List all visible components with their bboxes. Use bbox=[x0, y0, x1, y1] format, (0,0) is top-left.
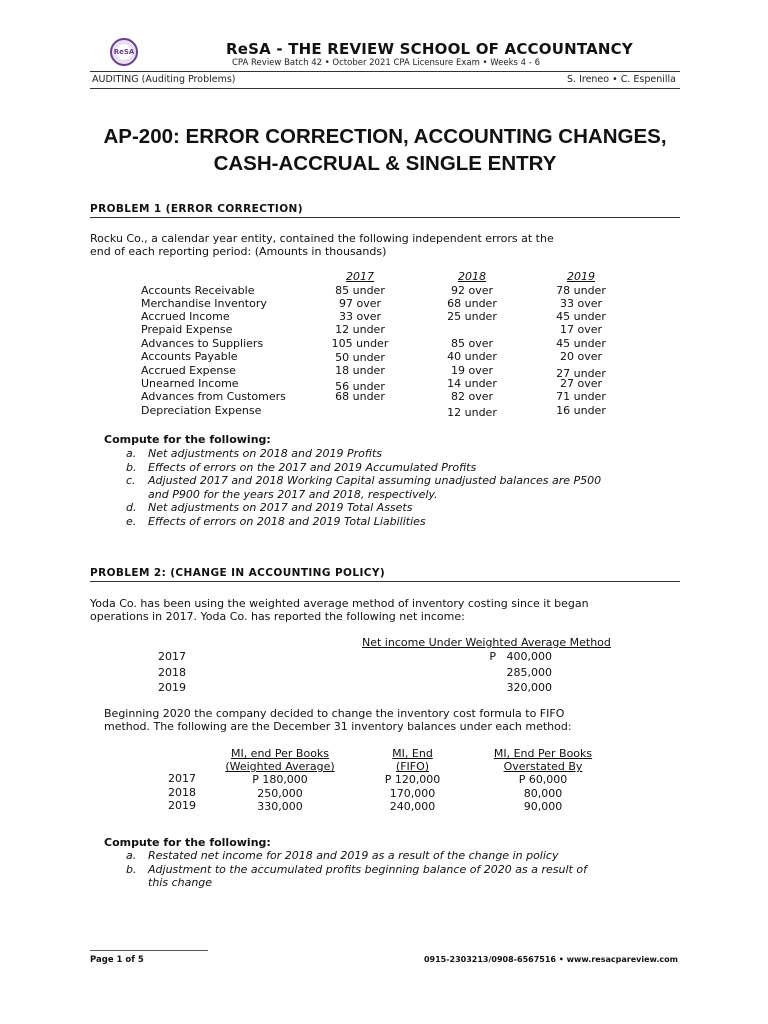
problem2-change-2: method. The following are the December 31 inventory balances under each method: bbox=[104, 720, 572, 733]
list-item bbox=[126, 862, 587, 877]
table-cell: 71 under bbox=[556, 390, 606, 403]
list-marker: d. bbox=[126, 501, 137, 514]
title-line-2: CASH-ACCRUAL & SINGLE ENTRY bbox=[213, 152, 557, 175]
table-cell: 16 under bbox=[556, 404, 606, 417]
year-header: 2017 bbox=[346, 270, 374, 283]
col3-header-1: MI, End Per Books bbox=[493, 747, 593, 760]
problem2-intro-1: Yoda Co. has been using the weighted average method of inventory costing since it began bbox=[90, 597, 589, 610]
inv-over: 90,000 bbox=[523, 800, 563, 813]
inv-year: 2017 bbox=[168, 772, 196, 785]
footer-rule bbox=[90, 950, 208, 951]
inv-wa: 250,000 bbox=[257, 787, 303, 800]
row-label: Depreciation Expense bbox=[141, 404, 262, 417]
table-cell: 85 under bbox=[335, 284, 385, 297]
ni-year: 2017 bbox=[158, 650, 186, 663]
list-item bbox=[126, 474, 602, 488]
problem2-intro-2: operations in 2017. Yoda Co. has reported the following net income: bbox=[90, 610, 465, 623]
header-rule-bottom bbox=[90, 88, 680, 89]
row-label: Accrued Income bbox=[141, 310, 230, 323]
row-label: Advances to Suppliers bbox=[141, 337, 264, 350]
list-marker: e. bbox=[126, 514, 137, 528]
batch-line: CPA Review Batch 42 • October 2021 CPA Licensure Exam • Weeks 4 - 6 bbox=[232, 58, 540, 68]
problem2-change-1: Beginning 2020 the company decided to change the inventory cost formula to FIFO bbox=[104, 707, 565, 720]
course-name: AUDITING (Auditing Problems) bbox=[92, 74, 236, 85]
table-cell: 45 under bbox=[556, 310, 606, 323]
footer-contact: 0915-2303213/0908-6567516 • www.resacpareview.com bbox=[423, 955, 678, 964]
inv-wa: 330,000 bbox=[257, 800, 303, 813]
list-marker: b. bbox=[126, 862, 137, 876]
col3-header-2: Overstated By bbox=[503, 760, 583, 773]
table-cell: 92 over bbox=[450, 284, 494, 297]
col1-header-1: MI, end Per Books bbox=[230, 747, 330, 760]
list-marker: a. bbox=[126, 447, 137, 460]
table-cell: 56 under bbox=[335, 380, 385, 393]
table-cell: 27 under bbox=[556, 367, 606, 380]
col2-header-2: (FIFO) bbox=[395, 760, 430, 773]
list-item bbox=[148, 488, 438, 502]
table-cell: 33 over bbox=[338, 310, 382, 323]
list-text: Effects of errors on 2018 and 2019 Total Liabilities bbox=[148, 514, 426, 528]
page-number: Page 1 of 5 bbox=[90, 955, 144, 965]
ni-value: 285,000 bbox=[506, 666, 552, 679]
table-cell: 50 under bbox=[335, 351, 385, 364]
list-marker: c. bbox=[126, 474, 136, 487]
inv-year: 2019 bbox=[168, 799, 196, 812]
col2-header-1: MI, End bbox=[392, 747, 433, 760]
table-cell: 85 over bbox=[450, 337, 494, 350]
inv-year: 2018 bbox=[168, 786, 196, 799]
problem1-compute-label: Compute for the following: bbox=[104, 433, 271, 446]
problem1-intro-1: Rocku Co., a calendar year entity, contained the following independent errors at the bbox=[90, 232, 554, 245]
page-title bbox=[90, 123, 680, 177]
ni-value: 320,000 bbox=[506, 681, 552, 694]
row-label: Advances from Customers bbox=[141, 390, 286, 403]
table-cell: 18 under bbox=[335, 364, 385, 377]
row-label: Accrued Expense bbox=[141, 364, 236, 377]
table-cell: 25 under bbox=[447, 310, 497, 323]
inv-over: 80,000 bbox=[523, 787, 563, 800]
problem2-rule bbox=[90, 581, 680, 582]
inv-over: P 60,000 bbox=[518, 773, 568, 786]
logo-text: ReSA bbox=[113, 48, 135, 56]
table-cell: 19 over bbox=[450, 364, 494, 377]
list-text: this change bbox=[148, 876, 213, 889]
table-cell: 14 under bbox=[447, 377, 497, 390]
col1-header-2: (Weighted Average) bbox=[225, 760, 335, 773]
table-cell: 27 over bbox=[559, 377, 603, 390]
table-cell: 68 under bbox=[335, 390, 385, 403]
table-cell: 20 over bbox=[559, 350, 603, 363]
inv-fifo: P 120,000 bbox=[384, 773, 441, 786]
year-header: 2018 bbox=[458, 270, 486, 283]
problem1-rule bbox=[90, 217, 680, 218]
list-text: Net adjustments on 2018 and 2019 Profits bbox=[148, 447, 383, 460]
list-item bbox=[126, 849, 559, 863]
ni-year: 2018 bbox=[158, 666, 186, 679]
list-item bbox=[126, 501, 413, 515]
ni-value: P 400,000 bbox=[489, 650, 552, 663]
title-line-1: AP-200: ERROR CORRECTION, ACCOUNTING CHANGES, bbox=[103, 125, 667, 148]
list-item bbox=[126, 447, 383, 461]
net-income-header: Net income Under Weighted Average Method bbox=[362, 636, 611, 649]
row-label: Prepaid Expense bbox=[141, 323, 233, 336]
list-text: and P900 for the years 2017 and 2018, respectively. bbox=[148, 487, 438, 501]
list-marker: a. bbox=[126, 849, 137, 862]
table-cell: 45 under bbox=[556, 337, 606, 350]
table-cell: 33 over bbox=[559, 297, 603, 310]
table-cell: 97 over bbox=[338, 297, 382, 310]
header-rule-top bbox=[90, 71, 680, 72]
list-text: Effects of errors on the 2017 and 2019 Accumulated Profits bbox=[148, 460, 477, 474]
list-text: Net adjustments on 2017 and 2019 Total Assets bbox=[148, 501, 413, 514]
list-item bbox=[126, 460, 477, 475]
row-label: Accounts Receivable bbox=[141, 284, 255, 297]
row-label: Merchandise Inventory bbox=[141, 297, 267, 310]
list-item bbox=[148, 876, 212, 890]
table-cell: 78 under bbox=[556, 284, 606, 297]
table-cell: 12 under bbox=[447, 406, 497, 419]
table-cell: 105 under bbox=[331, 337, 389, 350]
row-label: Unearned Income bbox=[141, 377, 239, 390]
resa-logo bbox=[110, 38, 138, 66]
table-cell: 12 under bbox=[335, 323, 385, 336]
problem2-compute-label: Compute for the following: bbox=[104, 836, 271, 849]
inv-fifo: 170,000 bbox=[389, 787, 436, 800]
table-cell: 40 under bbox=[447, 350, 497, 363]
table-cell: 68 under bbox=[447, 297, 497, 310]
table-cell: 82 over bbox=[450, 390, 494, 403]
row-label: Accounts Payable bbox=[141, 350, 238, 363]
list-text: Adjusted 2017 and 2018 Working Capital assuming unadjusted balances are P500 bbox=[148, 474, 602, 487]
problem2-heading: PROBLEM 2: (CHANGE IN ACCOUNTING POLICY) bbox=[90, 567, 386, 579]
list-item bbox=[126, 514, 426, 529]
list-text: Restated net income for 2018 and 2019 as a result of the change in policy bbox=[148, 849, 559, 862]
school-name: ReSA - THE REVIEW SCHOOL OF ACCOUNTANCY bbox=[226, 40, 633, 58]
inv-wa: P 180,000 bbox=[252, 773, 308, 786]
authors: S. Ireneo • C. Espenilla bbox=[567, 74, 676, 85]
problem1-intro-2: end of each reporting period: (Amounts in thousands) bbox=[90, 245, 387, 258]
ni-year: 2019 bbox=[158, 681, 186, 694]
inv-fifo: 240,000 bbox=[389, 800, 436, 813]
year-header: 2019 bbox=[567, 270, 595, 283]
list-marker: b. bbox=[126, 460, 137, 474]
list-text: Adjustment to the accumulated profits beginning balance of 2020 as a result of bbox=[148, 862, 587, 876]
problem1-heading: PROBLEM 1 (ERROR CORRECTION) bbox=[90, 203, 303, 215]
table-cell: 17 over bbox=[559, 323, 603, 336]
